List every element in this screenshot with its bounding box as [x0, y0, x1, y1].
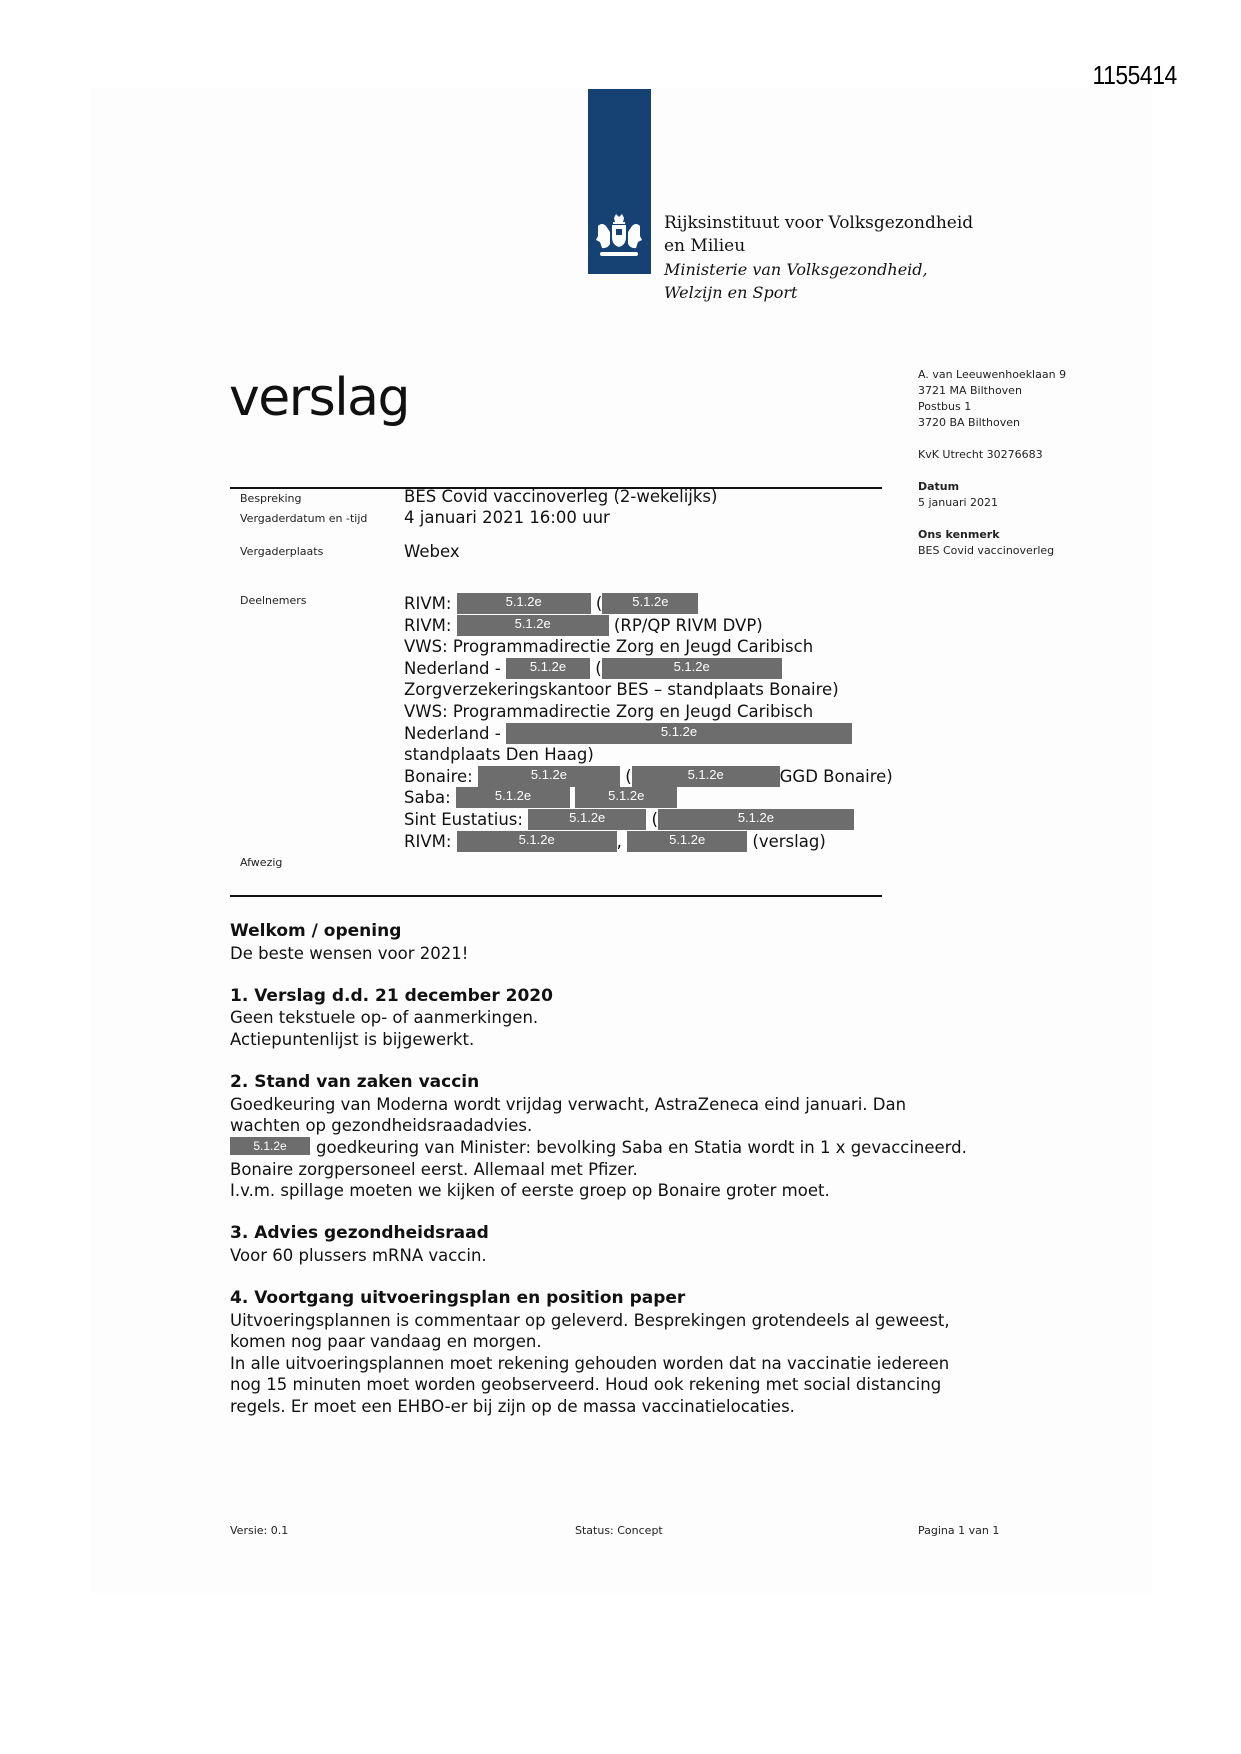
place-label: Vergaderplaats — [240, 545, 324, 558]
redaction-block: 5.1.2e — [457, 831, 617, 852]
redaction-block: 5.1.2e — [506, 658, 590, 679]
section-line: Voor 60 plussers mRNA vaccin. — [230, 1245, 487, 1265]
org-line-1: Rijksinstituut voor Volksgezondheid — [664, 213, 974, 233]
section-line: komen nog paar vandaag en morgen. — [230, 1332, 542, 1352]
bottom-divider — [230, 895, 882, 897]
redaction-block: 5.1.2e — [478, 766, 620, 787]
section-line: Actiepuntenlijst is bijgewerkt. — [230, 1029, 475, 1049]
redaction-block: 5.1.2e — [457, 593, 591, 614]
section-2 — [230, 1072, 1060, 1202]
section-line: regels. Er moet een EHBO-er bij zijn op de massa vaccinatielocaties. — [230, 1397, 795, 1417]
section-1 — [230, 986, 1060, 1051]
participant-line: RIVM: 5.1.2e ( 5.1.2e — [404, 593, 893, 615]
address-line: 3721 MA Bilthoven — [918, 384, 1022, 397]
section-line: Geen tekstuele op- of aanmerkingen. — [230, 1008, 539, 1028]
reference-value: BES Covid vaccinoverleg — [918, 544, 1055, 557]
coat-of-arms-icon — [592, 212, 646, 264]
section-line: In alle uitvoeringsplannen moet rekening gehouden worden dat na vaccinatie iedereen — [230, 1353, 950, 1373]
redaction-block: 5.1.2e — [658, 809, 854, 830]
redaction-block: 5.1.2e — [528, 809, 646, 830]
participant-line: Saba: 5.1.2e 5.1.2e — [404, 787, 893, 809]
section-line: nog 15 minuten moet worden geobserveerd. Houd ook rekening met social distancing — [230, 1375, 942, 1395]
address-line: Postbus 1 — [918, 400, 972, 413]
section-line: Bonaire zorgpersoneel eerst. Allemaal met Pfizer. — [230, 1159, 638, 1179]
document-id: 1155414 — [1092, 60, 1177, 90]
section-heading: 1. Verslag d.d. 21 december 2020 — [230, 985, 553, 1006]
kvk-number: KvK Utrecht 30276683 — [918, 448, 1043, 461]
participant-line: VWS: Programmadirectie Zorg en Jeugd Caribisch — [404, 701, 814, 721]
section-line: I.v.m. spillage moeten we kijken of eerste groep op Bonaire groter moet. — [230, 1181, 830, 1201]
section-heading: Welkom / opening — [230, 921, 402, 941]
bespreking-value: BES Covid vaccinoverleg (2-wekelijks) — [404, 487, 718, 506]
section-line: De beste wensen voor 2021! — [230, 943, 469, 963]
footer-version: Versie: 0.1 — [230, 1524, 289, 1537]
participants-list — [404, 593, 893, 852]
section-line: wachten op gezondheidsraadadvies. — [230, 1116, 533, 1136]
organisation-name — [664, 212, 973, 304]
section-heading: 3. Advies gezondheidsraad — [230, 1223, 489, 1244]
participant-line: Sint Eustatius: 5.1.2e ( 5.1.2e — [404, 809, 893, 831]
section-line: Uitvoeringsplannen is commentaar op geleverd. Besprekingen grotendeels al geweest, — [230, 1310, 950, 1330]
address-line: A. van Leeuwenhoeklaan 9 — [918, 368, 1067, 381]
participant-line: Nederland - 5.1.2e — [404, 723, 893, 745]
org-line-2: en Milieu — [664, 236, 746, 256]
section-welcome — [230, 921, 1060, 964]
reference-label: Ons kenmerk — [918, 528, 1000, 541]
redaction-block: 5.1.2e — [230, 1137, 310, 1155]
datetime-value: 4 januari 2021 16:00 uur — [404, 508, 610, 527]
datetime-label: Vergaderdatum en -tijd — [240, 512, 368, 525]
redaction-block: 5.1.2e — [602, 658, 782, 679]
participant-line: RIVM: 5.1.2e (RP/QP RIVM DVP) — [404, 615, 763, 635]
redaction-block: 5.1.2e — [457, 615, 609, 636]
redaction-block: 5.1.2e — [627, 831, 747, 852]
participant-line: standplaats Den Haag) — [404, 745, 594, 765]
participant-line: Zorgverzekeringskantoor BES – standplaats Bonaire) — [404, 680, 839, 700]
footer-status: Status: Concept — [575, 1524, 663, 1537]
redaction-block: 5.1.2e — [575, 787, 677, 808]
footer-page: Pagina 1 van 1 — [918, 1524, 1000, 1537]
section-heading: 4. Voortgang uitvoeringsplan en position paper — [230, 1288, 686, 1309]
document-title: verslag — [229, 368, 410, 428]
date-label: Datum — [918, 480, 960, 493]
section-3 — [230, 1223, 1060, 1266]
participant-line: Bonaire: 5.1.2e ( 5.1.2e GGD Bonaire) — [404, 766, 893, 786]
ministry-line-2: Welzijn en Sport — [664, 283, 798, 302]
date-value: 5 januari 2021 — [918, 496, 999, 509]
section-heading: 2. Stand van zaken vaccin — [230, 1072, 480, 1093]
minutes-body — [230, 921, 1060, 1439]
address-line: 3720 BA Bilthoven — [918, 416, 1020, 429]
redaction-block: 5.1.2e — [456, 787, 570, 808]
ministry-line-1: Ministerie van Volksgezondheid, — [664, 260, 928, 279]
bespreking-label: Bespreking — [240, 492, 302, 505]
section-4 — [230, 1288, 1060, 1418]
participant-line: VWS: Programmadirectie Zorg en Jeugd Caribisch — [404, 637, 814, 657]
sender-info — [918, 367, 1066, 559]
redaction-block: 5.1.2e — [506, 723, 852, 744]
redaction-block: 5.1.2e — [602, 593, 698, 614]
section-line: Goedkeuring van Moderna wordt vrijdag verwacht, AstraZeneca eind januari. Dan — [230, 1094, 907, 1114]
participant-line: RIVM: 5.1.2e , 5.1.2e (verslag) — [404, 831, 826, 851]
absent-label: Afwezig — [240, 856, 283, 869]
place-value: Webex — [404, 542, 460, 561]
section-line: 5.1.2e goedkeuring van Minister: bevolking Saba en Statia wordt in 1 x gevaccineerd. — [230, 1137, 1060, 1159]
participant-line: Nederland - 5.1.2e ( 5.1.2e — [404, 658, 893, 680]
participants-label: Deelnemers — [240, 594, 307, 607]
redaction-block: 5.1.2e — [632, 766, 780, 787]
